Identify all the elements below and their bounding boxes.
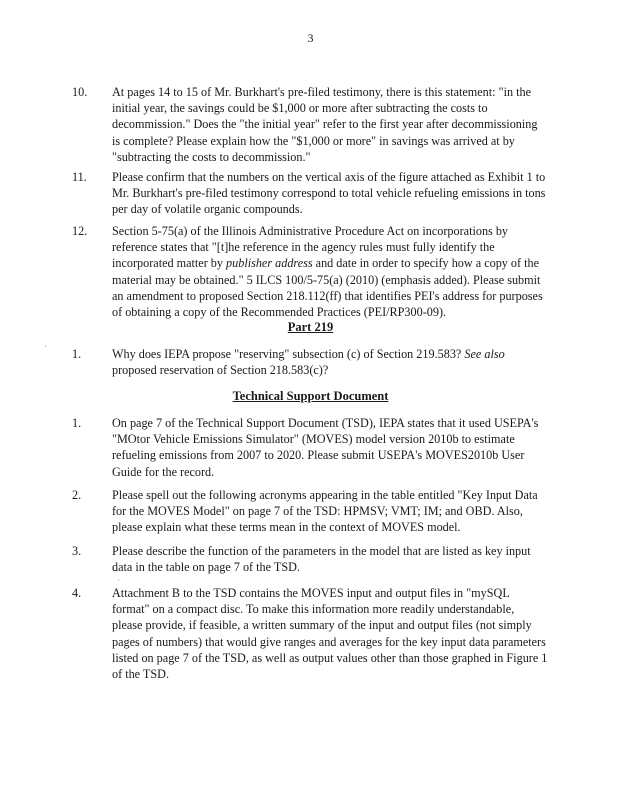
text-line: On page 7 of the Technical Support Document (TSD), IEPA states that it used USEPA's [112, 416, 539, 430]
question-number: 12. [72, 224, 88, 238]
text-line: please explain what these terms mean in the context of MOVES model. [112, 520, 461, 535]
question-text [112, 169, 550, 218]
text-line: refueling emissions from 2007 to 2020. Please submit USEPA's MOVES2010b User [112, 448, 525, 463]
text-segment: Why does IEPA propose "reserving" subsection (c) of Section 219.583? [112, 347, 465, 361]
text-line: reference states that "[t]he reference in the agency rules must fully identify the [112, 240, 495, 255]
part219-question-1 [72, 346, 552, 378]
question-text [112, 487, 550, 536]
question-text [112, 585, 550, 682]
text-line: At pages 14 to 15 of Mr. Burkhart's pre-filed testimony, there is this statement: "in the [112, 85, 531, 99]
tsd-question-3 [72, 543, 552, 575]
text-line: Section 5-75(a) of the Illinois Administrative Procedure Act on incorporations by [112, 224, 509, 238]
text-line: listed on page 7 of the TSD, as well as output values other than those graphed in Figure 1 [112, 650, 548, 665]
text-line: Please confirm that the numbers on the vertical axis of the figure attached as Exhibit 1 to [112, 170, 546, 184]
text-line: an amendment to proposed Section 218.112(ff) that identifies PEI's address for purposes [112, 288, 543, 303]
question-10 [72, 84, 552, 165]
text-line: is complete? Please explain how the "$1,000 or more" in savings was arrived at by [112, 133, 515, 148]
question-number: 1. [72, 347, 82, 361]
emphasis-text: publisher address [226, 256, 313, 271]
text-segment: incorporated matter by [112, 256, 227, 271]
question-11 [72, 169, 552, 218]
scan-mark: ˈ [117, 578, 120, 587]
emphasis-text: See also [464, 347, 505, 361]
question-number: 10. [72, 85, 88, 99]
question-text [112, 84, 550, 165]
text-line: Please spell out the following acronyms appearing in the table entitled "Key Input Data [112, 488, 538, 502]
text-line: proposed reservation of Section 218.583(c)? [112, 363, 329, 378]
question-text [112, 346, 550, 378]
text-line [112, 255, 550, 271]
text-line: Mr. Burkhart's pre-filed testimony correspond to total vehicle refueling emissions in tons [112, 186, 546, 201]
question-12 [72, 223, 552, 320]
text-line: pages of numbers) that would give ranges and averages for the key input data parameters [112, 634, 546, 649]
question-text [112, 415, 550, 480]
question-number: 2. [72, 488, 82, 502]
text-line: please provide, if feasible, a written summary of the input and output files (not simply [112, 618, 532, 633]
text-line: for the MOVES Model" on page 7 of the TSD: HPMSV; VMT; IM; and OBD. Also, [112, 504, 523, 519]
question-number: 3. [72, 544, 82, 558]
text-line: Guide for the record. [112, 464, 215, 479]
text-line: Please describe the function of the parameters in the model that are listed as key input [112, 544, 531, 558]
section-heading-tsd: Technical Support Document [232, 389, 389, 403]
tsd-question-1 [72, 415, 552, 480]
page-number: 3 [307, 31, 314, 45]
tsd-question-4 [72, 585, 552, 682]
text-line [112, 346, 550, 362]
text-line: per day of volatile organic compounds. [112, 202, 303, 217]
text-line: "subtracting the costs to decommission." [112, 149, 311, 164]
scan-mark: · [44, 342, 47, 351]
question-text [112, 223, 550, 320]
question-number: 11. [72, 170, 87, 184]
tsd-question-2 [72, 487, 552, 536]
text-line: Attachment B to the TSD contains the MOVES input and output files in "mySQL [112, 586, 510, 600]
text-line: "MOtor Vehicle Emissions Simulator" (MOVES) model version 2010b to estimate [112, 432, 515, 447]
question-number: 1. [72, 416, 82, 430]
text-line: format" on a compact disc. To make this information more readily understandable, [112, 602, 515, 617]
text-line: decommission." Does the "the initial year" refer to the first year after decommissioning [112, 117, 538, 132]
text-line: of the TSD. [112, 667, 169, 682]
text-line: data in the table on page 7 of the TSD. [112, 560, 300, 575]
section-heading-part-219: Part 219 [287, 320, 334, 334]
question-text [112, 543, 550, 575]
text-segment: and date in order to specify how a copy of the [312, 256, 540, 271]
question-number: 4. [72, 586, 82, 600]
text-line: initial year, the savings could be $1,000 or more after subtracting the costs to [112, 101, 488, 116]
text-line: material may be obtained." 5 ILCS 100/5-75(a) (2010) (emphasis added). Please submit [112, 272, 541, 287]
text-line: of obtaining a copy of the Recommended Practices (PEI/RP300-09). [112, 305, 447, 320]
